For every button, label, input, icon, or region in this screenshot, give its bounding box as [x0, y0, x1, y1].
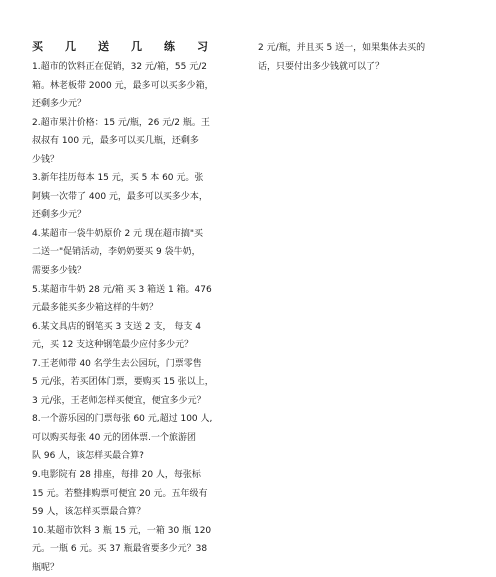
text-line: 6.某文具店的钢笔买 3 支送 2 支， 每支 4	[32, 321, 201, 332]
text-line: 二送一"促销活动，李奶奶要买 9 袋牛奶，	[32, 247, 201, 258]
text-line: 元，买 12 支这种钢笔最少应付多少元？	[32, 340, 194, 351]
text-line: 5 元/张，若买团体门票，要购买 15 张以上，	[32, 377, 214, 388]
text-line: 59 人，该怎样买票最合算？	[32, 507, 146, 518]
text-line: 3.新年挂历每本 15 元，买 5 本 60 元。张	[32, 173, 204, 184]
title-char: 送	[98, 40, 109, 53]
text-line: 8.一个游乐园的门票每张 60 元,超过 100 人,	[32, 414, 213, 425]
right-column	[258, 39, 458, 76]
text-line: 阿姨一次带了 400 元，最多可以买多少本，	[32, 191, 208, 202]
text-line: 元最多能买多少箱这样的牛奶？	[32, 303, 159, 314]
title-char: 几	[131, 40, 142, 53]
text-line: 话，只要付出多少钱就可以了？	[258, 61, 385, 72]
text-line: 可以购买每张 40 元的团体票.一个旅游团	[32, 432, 197, 443]
text-line: 3 元/张，王老师怎样买便宜，便宜多少元？	[32, 395, 206, 406]
text-line: 箱。林老板带 2000 元，最多可以买多少箱，	[32, 80, 214, 91]
left-column	[32, 58, 232, 577]
text-line: 瓶呢？	[32, 562, 60, 573]
text-line: 少钱？	[32, 154, 60, 165]
text-line: 2.超市果汁价格：15 元/瓶，26 元/2 瓶。王	[32, 117, 210, 128]
title-char: 练	[164, 40, 175, 53]
text-line: 4.某超市一袋牛奶原价 2 元 现在超市搞"买	[32, 228, 204, 239]
text-line: 7.王老师带 40 名学生去公园玩，门票零售	[32, 358, 202, 369]
page-title	[32, 38, 222, 54]
text-line: 15 元。若整排购票可便宜 20 元。五年级有	[32, 488, 208, 499]
text-line: 还剩多少元？	[32, 99, 87, 110]
text-line: 队 96 人，该怎样买最合算?	[32, 451, 144, 462]
text-line: 元。一瓶 6 元。买 37 瓶最省要多少元？38	[32, 544, 208, 555]
title-char: 买	[32, 40, 43, 53]
text-line: 需要多少钱？	[32, 266, 87, 277]
text-line: 叔叔有 100 元，最多可以买几瓶，还剩多	[32, 136, 199, 147]
title-char: 习	[197, 40, 208, 53]
text-line: 1.超市的饮料正在促销，32 元/箱，55 元/2	[32, 62, 208, 72]
text-line: 5.某超市牛奶 28 元/箱 买 3 箱送 1 箱。476	[32, 284, 212, 295]
title-char: 几	[65, 40, 76, 53]
text-line: 2 元/瓶，并且买 5 送一，如果集体去买的	[258, 43, 426, 53]
text-line: 9.电影院有 28 排座，每排 20 人，每张标	[32, 470, 201, 481]
text-line: 10.某超市饮料 3 瓶 15 元，一箱 30 瓶 120	[32, 525, 212, 536]
text-line: 还剩多少元？	[32, 210, 87, 221]
